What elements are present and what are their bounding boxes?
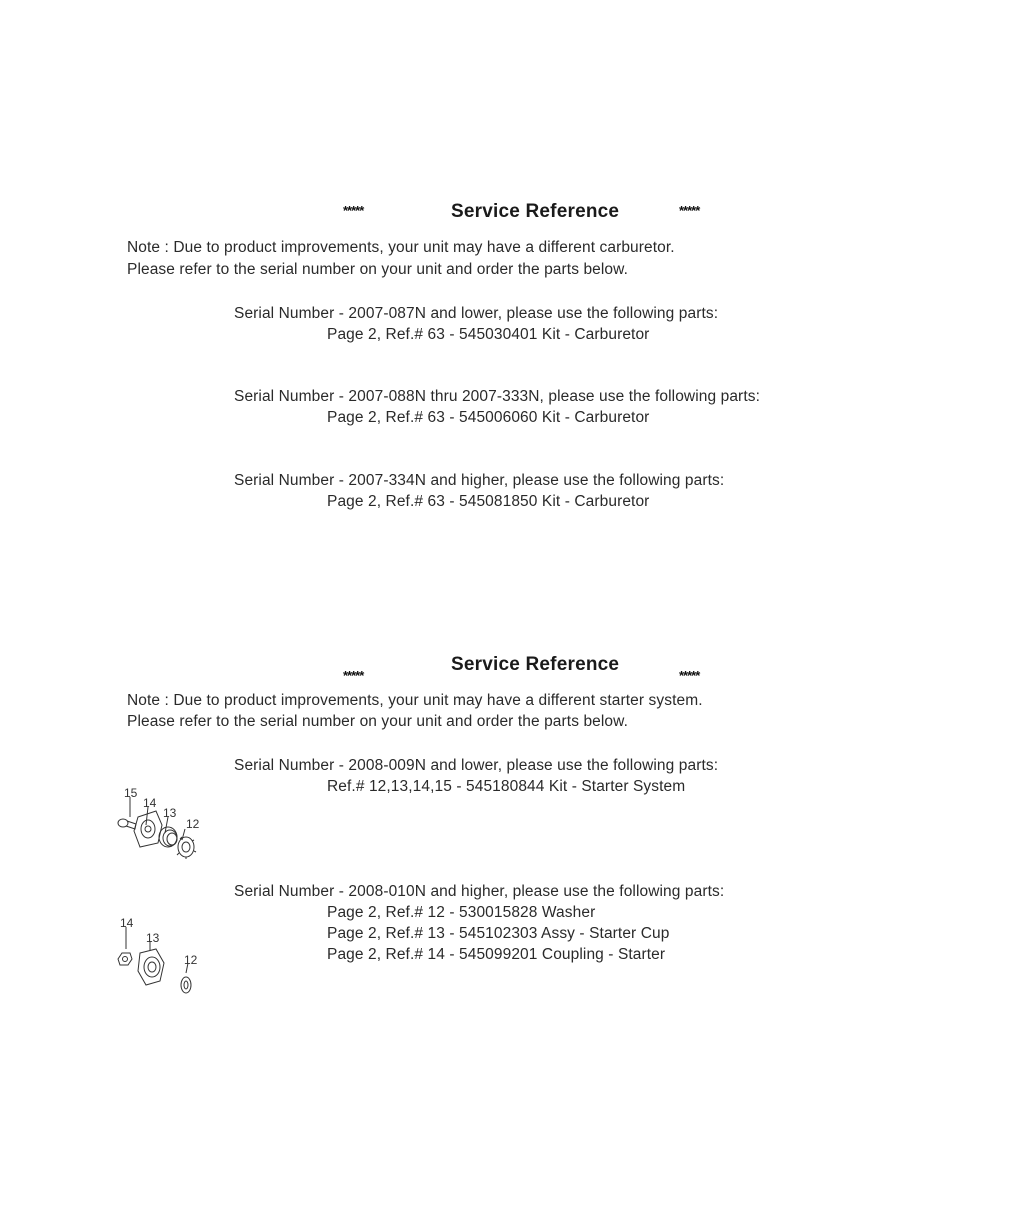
starter-parts-exploded-diagram <box>110 915 210 1000</box>
section2-title: Service Reference <box>451 654 620 675</box>
section1-serial-3: Serial Number - 2007-334N and higher, please use the following parts: <box>234 472 725 489</box>
section1-part-2: Page 2, Ref.# 63 - 545006060 Kit - Carburetor <box>327 409 650 426</box>
section1-note-line2: Please refer to the serial number on your unit and order the parts below. <box>127 261 628 278</box>
section2-part-2a: Page 2, Ref.# 12 - 530015828 Washer <box>327 904 596 921</box>
section2-stars-left: ***** <box>343 668 364 683</box>
section2-note-line2: Please refer to the serial number on your unit and order the parts below. <box>127 713 628 730</box>
section1-part-3: Page 2, Ref.# 63 - 545081850 Kit - Carburetor <box>327 493 650 510</box>
diagram1-label-12: 12 <box>186 817 200 831</box>
diagram2-label-14: 14 <box>120 916 134 930</box>
section1-serial-1: Serial Number - 2007-087N and lower, please use the following parts: <box>234 305 719 322</box>
section2-part-2b: Page 2, Ref.# 13 - 545102303 Assy - Starter Cup <box>327 925 670 942</box>
section2-serial-1: Serial Number - 2008-009N and lower, please use the following parts: <box>234 757 719 774</box>
section2-part-1: Ref.# 12,13,14,15 - 545180844 Kit - Starter System <box>327 778 686 795</box>
diagram1-label-15: 15 <box>124 786 138 800</box>
starter-kit-exploded-diagram <box>110 785 210 870</box>
section1-stars-right: ***** <box>679 203 700 218</box>
section2-part-2c: Page 2, Ref.# 14 - 545099201 Coupling - Starter <box>327 946 666 963</box>
section1-serial-2: Serial Number - 2007-088N thru 2007-333N, please use the following parts: <box>234 388 760 405</box>
section1-note-line1: Note : Due to product improvements, your unit may have a different carburetor. <box>127 239 675 256</box>
section2-note-line1: Note : Due to product improvements, your unit may have a different starter system. <box>127 692 703 709</box>
section1-title: Service Reference <box>451 201 620 222</box>
section2-stars-right: ***** <box>679 668 700 683</box>
section1-part-1: Page 2, Ref.# 63 - 545030401 Kit - Carburetor <box>327 326 650 343</box>
diagram1-label-14: 14 <box>143 796 157 810</box>
section1-stars-left: ***** <box>343 203 364 218</box>
diagram2-label-13: 13 <box>146 931 160 945</box>
diagram1-label-13: 13 <box>163 806 177 820</box>
diagram2-label-12: 12 <box>184 953 198 967</box>
section2-serial-2: Serial Number - 2008-010N and higher, please use the following parts: <box>234 883 725 900</box>
